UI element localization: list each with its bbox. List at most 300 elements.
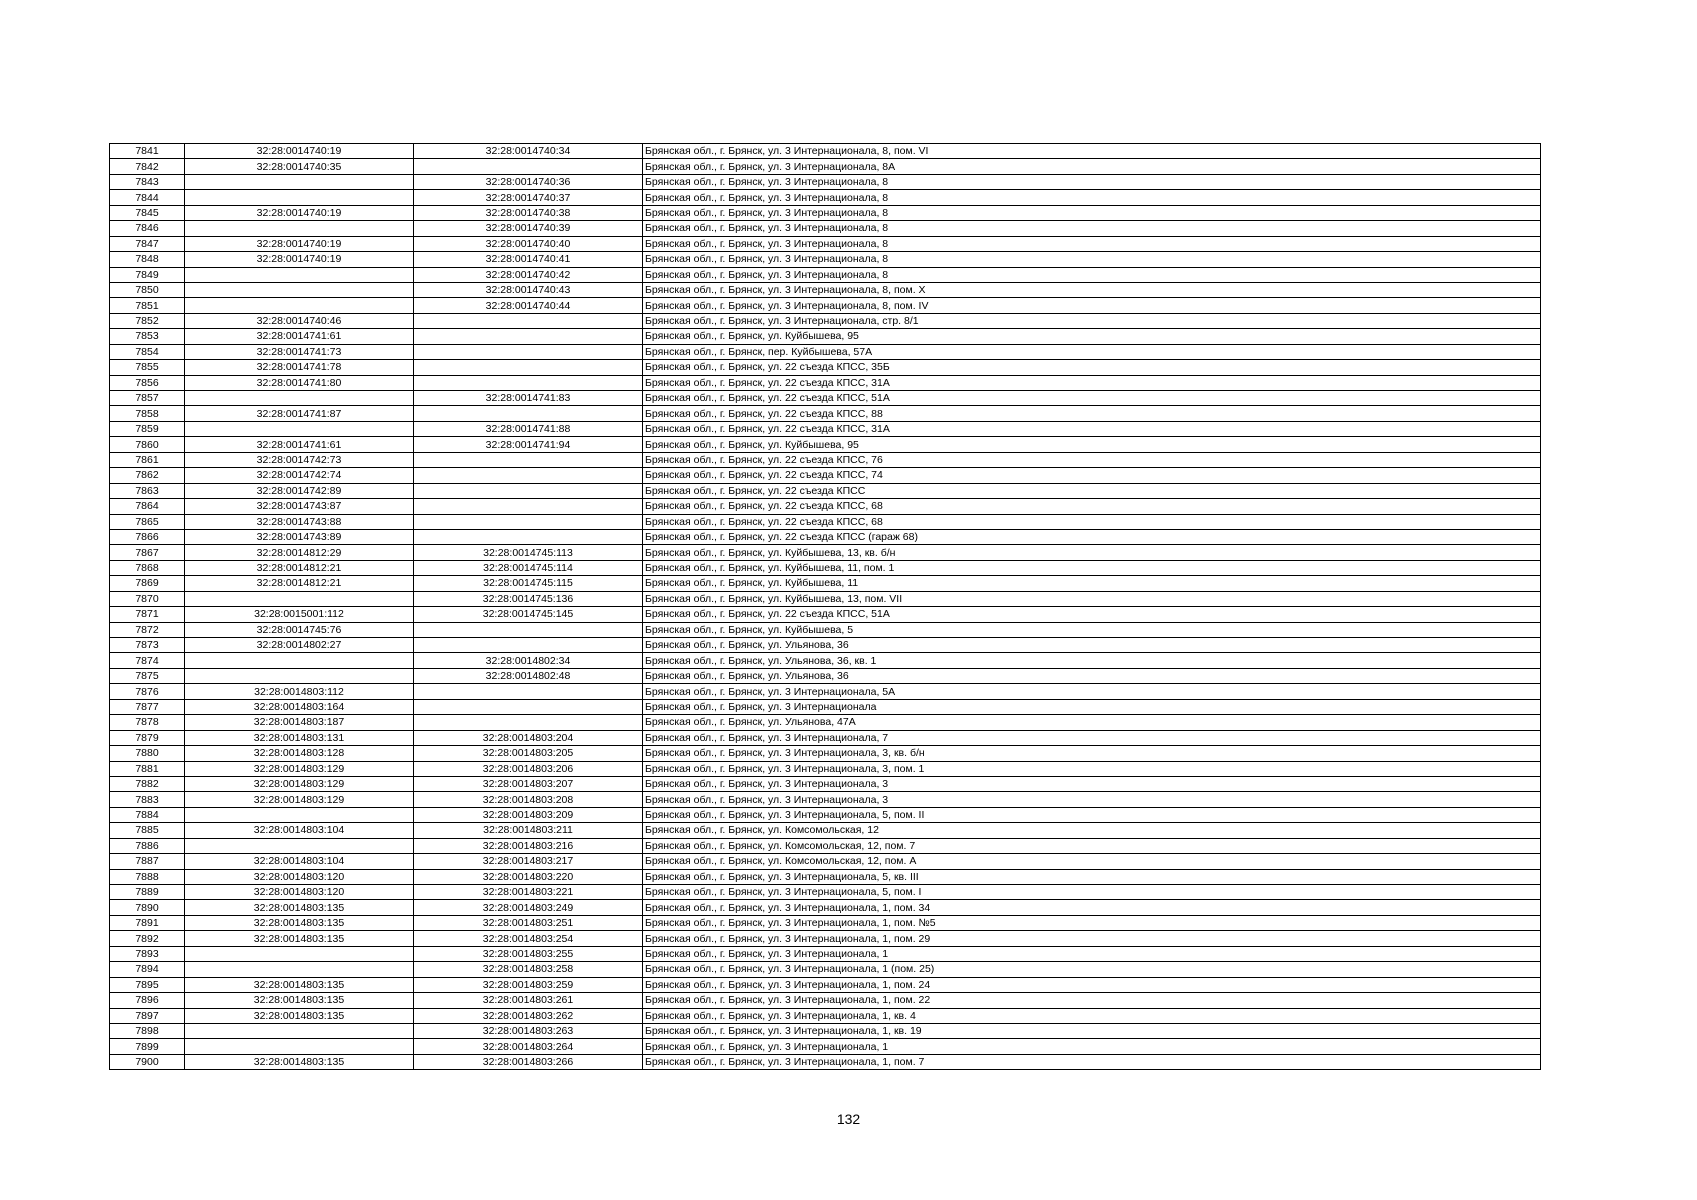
- table-row: [110, 144, 1541, 159]
- row-number-cell: 7868: [110, 560, 185, 575]
- cadastral-number-cell: 32:28:0014741:61: [185, 437, 414, 452]
- address-cell: Брянская обл., г. Брянск, ул. 3 Интернационала, 1, пом. 7: [643, 1054, 1541, 1069]
- cadastral-number-cell: [185, 807, 414, 822]
- row-number-cell: 7861: [110, 452, 185, 467]
- row-number-cell: 7859: [110, 421, 185, 436]
- cadastral-number-cell: 32:28:0014803:135: [185, 993, 414, 1008]
- row-number-cell: 7875: [110, 668, 185, 683]
- address-cell: Брянская обл., г. Брянск, ул. 3 Интернационала, 1, пом. 22: [643, 993, 1541, 1008]
- table-row: [110, 638, 1541, 653]
- table-row: [110, 962, 1541, 977]
- table-row: [110, 437, 1541, 452]
- cadastral-number-cell: 32:28:0014743:87: [185, 499, 414, 514]
- related-cadastral-number-cell: [414, 468, 643, 483]
- address-cell: Брянская обл., г. Брянск, ул. 3 Интернационала, 5, кв. III: [643, 869, 1541, 884]
- row-number-cell: 7843: [110, 174, 185, 189]
- table-row: [110, 159, 1541, 174]
- cadastral-number-cell: [185, 174, 414, 189]
- table-row: [110, 236, 1541, 251]
- cadastral-number-cell: 32:28:0014741:73: [185, 344, 414, 359]
- table-row: [110, 529, 1541, 544]
- page-number: 132: [836, 1111, 861, 1127]
- cadastral-number-cell: 32:28:0014740:46: [185, 313, 414, 328]
- table-row: [110, 499, 1541, 514]
- row-number-cell: 7891: [110, 915, 185, 930]
- row-number-cell: 7856: [110, 375, 185, 390]
- cadastral-number-cell: 32:28:0014741:61: [185, 329, 414, 344]
- related-cadastral-number-cell: [414, 638, 643, 653]
- related-cadastral-number-cell: 32:28:0014803:211: [414, 823, 643, 838]
- row-number-cell: 7863: [110, 483, 185, 498]
- address-cell: Брянская обл., г. Брянск, ул. 22 съезда КПСС, 88: [643, 406, 1541, 421]
- related-cadastral-number-cell: 32:28:0014803:249: [414, 900, 643, 915]
- related-cadastral-number-cell: 32:28:0014803:263: [414, 1023, 643, 1038]
- cadastral-number-cell: 32:28:0014803:112: [185, 684, 414, 699]
- row-number-cell: 7865: [110, 514, 185, 529]
- table-row: [110, 421, 1541, 436]
- row-number-cell: 7894: [110, 962, 185, 977]
- cadastral-number-cell: [185, 1039, 414, 1054]
- row-number-cell: 7888: [110, 869, 185, 884]
- address-cell: Брянская обл., г. Брянск, ул. 3 Интернационала, 3, кв. б/н: [643, 746, 1541, 761]
- row-number-cell: 7872: [110, 622, 185, 637]
- cadastral-number-cell: 32:28:0014812:21: [185, 560, 414, 575]
- address-cell: Брянская обл., г. Брянск, ул. Куйбышева, 95: [643, 329, 1541, 344]
- row-number-cell: 7890: [110, 900, 185, 915]
- address-cell: Брянская обл., г. Брянск, ул. 22 съезда КПСС, 31А: [643, 375, 1541, 390]
- table-row: [110, 900, 1541, 915]
- cadastral-number-cell: 32:28:0014802:27: [185, 638, 414, 653]
- related-cadastral-number-cell: 32:28:0014740:34: [414, 144, 643, 159]
- table-row: [110, 607, 1541, 622]
- row-number-cell: 7855: [110, 360, 185, 375]
- related-cadastral-number-cell: [414, 684, 643, 699]
- related-cadastral-number-cell: 32:28:0014803:258: [414, 962, 643, 977]
- table-row: [110, 746, 1541, 761]
- cadastral-number-cell: [185, 962, 414, 977]
- related-cadastral-number-cell: 32:28:0014803:204: [414, 730, 643, 745]
- related-cadastral-number-cell: [414, 529, 643, 544]
- registry-table-body: [110, 144, 1541, 1070]
- row-number-cell: 7864: [110, 499, 185, 514]
- cadastral-number-cell: 32:28:0014803:135: [185, 900, 414, 915]
- table-row: [110, 776, 1541, 791]
- row-number-cell: 7851: [110, 298, 185, 313]
- row-number-cell: 7887: [110, 854, 185, 869]
- cadastral-number-cell: [185, 282, 414, 297]
- table-row: [110, 684, 1541, 699]
- related-cadastral-number-cell: 32:28:0014740:43: [414, 282, 643, 297]
- row-number-cell: 7858: [110, 406, 185, 421]
- cadastral-number-cell: 32:28:0014741:80: [185, 375, 414, 390]
- cadastral-number-cell: 32:28:0014803:135: [185, 1054, 414, 1069]
- row-number-cell: 7898: [110, 1023, 185, 1038]
- address-cell: Брянская обл., г. Брянск, ул. Ульянова, 36: [643, 668, 1541, 683]
- row-number-cell: 7869: [110, 576, 185, 591]
- related-cadastral-number-cell: 32:28:0014740:38: [414, 205, 643, 220]
- related-cadastral-number-cell: 32:28:0014803:208: [414, 792, 643, 807]
- row-number-cell: 7866: [110, 529, 185, 544]
- related-cadastral-number-cell: 32:28:0014740:36: [414, 174, 643, 189]
- cadastral-number-cell: 32:28:0014803:104: [185, 823, 414, 838]
- related-cadastral-number-cell: 32:28:0014803:206: [414, 761, 643, 776]
- cadastral-number-cell: 32:28:0014745:76: [185, 622, 414, 637]
- related-cadastral-number-cell: 32:28:0014803:262: [414, 1008, 643, 1023]
- table-row: [110, 1023, 1541, 1038]
- cadastral-number-cell: 32:28:0014742:89: [185, 483, 414, 498]
- row-number-cell: 7846: [110, 221, 185, 236]
- cadastral-number-cell: [185, 1023, 414, 1038]
- table-row: [110, 668, 1541, 683]
- row-number-cell: 7849: [110, 267, 185, 282]
- address-cell: Брянская обл., г. Брянск, ул. 3 Интернационала, 5, пом. I: [643, 885, 1541, 900]
- row-number-cell: 7841: [110, 144, 185, 159]
- cadastral-number-cell: [185, 946, 414, 961]
- table-row: [110, 854, 1541, 869]
- row-number-cell: 7897: [110, 1008, 185, 1023]
- related-cadastral-number-cell: 32:28:0014740:40: [414, 236, 643, 251]
- address-cell: Брянская обл., г. Брянск, ул. 3 Интернационала, 1, пом. 29: [643, 931, 1541, 946]
- address-cell: Брянская обл., г. Брянск, ул. Куйбышева, 5: [643, 622, 1541, 637]
- cadastral-number-cell: 32:28:0014803:129: [185, 792, 414, 807]
- address-cell: Брянская обл., г. Брянск, ул. 22 съезда КПСС, 31А: [643, 421, 1541, 436]
- related-cadastral-number-cell: 32:28:0014803:217: [414, 854, 643, 869]
- related-cadastral-number-cell: 32:28:0014745:114: [414, 560, 643, 575]
- table-row: [110, 483, 1541, 498]
- address-cell: Брянская обл., г. Брянск, ул. 3 Интернационала, 8: [643, 221, 1541, 236]
- address-cell: Брянская обл., г. Брянск, ул. 3 Интернационала, 8: [643, 252, 1541, 267]
- related-cadastral-number-cell: [414, 483, 643, 498]
- row-number-cell: 7876: [110, 684, 185, 699]
- row-number-cell: 7899: [110, 1039, 185, 1054]
- row-number-cell: 7848: [110, 252, 185, 267]
- row-number-cell: 7860: [110, 437, 185, 452]
- address-cell: Брянская обл., г. Брянск, ул. 22 съезда КПСС (гараж 68): [643, 529, 1541, 544]
- address-cell: Брянская обл., г. Брянск, ул. 3 Интернационала, 3: [643, 776, 1541, 791]
- address-cell: Брянская обл., г. Брянск, ул. Куйбышева, 13, кв. б/н: [643, 545, 1541, 560]
- related-cadastral-number-cell: [414, 313, 643, 328]
- row-number-cell: 7892: [110, 931, 185, 946]
- table-row: [110, 452, 1541, 467]
- cadastral-number-cell: 32:28:0014803:187: [185, 715, 414, 730]
- table-row: [110, 545, 1541, 560]
- related-cadastral-number-cell: 32:28:0014803:209: [414, 807, 643, 822]
- table-row: [110, 329, 1541, 344]
- cadastral-number-cell: 32:28:0014803:135: [185, 1008, 414, 1023]
- address-cell: Брянская обл., г. Брянск, ул. 3 Интернационала, 1, пом. №5: [643, 915, 1541, 930]
- address-cell: Брянская обл., г. Брянск, ул. 3 Интернационала, 8, пом. X: [643, 282, 1541, 297]
- address-cell: Брянская обл., г. Брянск, пер. Куйбышева, 57А: [643, 344, 1541, 359]
- table-row: [110, 653, 1541, 668]
- table-row: [110, 360, 1541, 375]
- cadastral-number-cell: 32:28:0014742:74: [185, 468, 414, 483]
- table-row: [110, 591, 1541, 606]
- address-cell: Брянская обл., г. Брянск, ул. Комсомольская, 12, пом. А: [643, 854, 1541, 869]
- address-cell: Брянская обл., г. Брянск, ул. Комсомольская, 12: [643, 823, 1541, 838]
- table-row: [110, 406, 1541, 421]
- cadastral-number-cell: [185, 190, 414, 205]
- address-cell: Брянская обл., г. Брянск, ул. 22 съезда КПСС, 51А: [643, 607, 1541, 622]
- table-row: [110, 1054, 1541, 1069]
- cadastral-number-cell: [185, 391, 414, 406]
- cadastral-number-cell: 32:28:0014812:29: [185, 545, 414, 560]
- cadastral-number-cell: 32:28:0014740:19: [185, 205, 414, 220]
- table-row: [110, 313, 1541, 328]
- row-number-cell: 7854: [110, 344, 185, 359]
- related-cadastral-number-cell: 32:28:0014803:254: [414, 931, 643, 946]
- related-cadastral-number-cell: 32:28:0014803:216: [414, 838, 643, 853]
- address-cell: Брянская обл., г. Брянск, ул. 3 Интернационала, 1, пом. 34: [643, 900, 1541, 915]
- cadastral-number-cell: 32:28:0014743:88: [185, 514, 414, 529]
- table-row: [110, 792, 1541, 807]
- related-cadastral-number-cell: 32:28:0014740:42: [414, 267, 643, 282]
- address-cell: Брянская обл., г. Брянск, ул. 3 Интернационала, 8: [643, 174, 1541, 189]
- related-cadastral-number-cell: [414, 499, 643, 514]
- address-cell: Брянская обл., г. Брянск, ул. 3 Интернационала, 3: [643, 792, 1541, 807]
- related-cadastral-number-cell: 32:28:0014745:115: [414, 576, 643, 591]
- table-row: [110, 807, 1541, 822]
- table-row: [110, 885, 1541, 900]
- related-cadastral-number-cell: 32:28:0014802:48: [414, 668, 643, 683]
- address-cell: Брянская обл., г. Брянск, ул. Куйбышева, 11, пом. 1: [643, 560, 1541, 575]
- address-cell: Брянская обл., г. Брянск, ул. Ульянова, 47А: [643, 715, 1541, 730]
- related-cadastral-number-cell: 32:28:0014803:266: [414, 1054, 643, 1069]
- related-cadastral-number-cell: 32:28:0014803:251: [414, 915, 643, 930]
- row-number-cell: 7895: [110, 977, 185, 992]
- table-row: [110, 468, 1541, 483]
- address-cell: Брянская обл., г. Брянск, ул. 22 съезда КПСС, 74: [643, 468, 1541, 483]
- related-cadastral-number-cell: [414, 344, 643, 359]
- table-row: [110, 823, 1541, 838]
- related-cadastral-number-cell: [414, 329, 643, 344]
- cadastral-number-cell: [185, 298, 414, 313]
- row-number-cell: 7885: [110, 823, 185, 838]
- related-cadastral-number-cell: 32:28:0014741:94: [414, 437, 643, 452]
- related-cadastral-number-cell: [414, 159, 643, 174]
- row-number-cell: 7883: [110, 792, 185, 807]
- row-number-cell: 7873: [110, 638, 185, 653]
- row-number-cell: 7884: [110, 807, 185, 822]
- row-number-cell: 7886: [110, 838, 185, 853]
- table-row: [110, 282, 1541, 297]
- related-cadastral-number-cell: 32:28:0014740:39: [414, 221, 643, 236]
- cadastral-number-cell: [185, 838, 414, 853]
- table-row: [110, 838, 1541, 853]
- table-row: [110, 699, 1541, 714]
- related-cadastral-number-cell: 32:28:0014803:220: [414, 869, 643, 884]
- address-cell: Брянская обл., г. Брянск, ул. 3 Интернационала, 3, пом. 1: [643, 761, 1541, 776]
- row-number-cell: 7880: [110, 746, 185, 761]
- address-cell: Брянская обл., г. Брянск, ул. Комсомольская, 12, пом. 7: [643, 838, 1541, 853]
- cadastral-number-cell: [185, 221, 414, 236]
- cadastral-number-cell: [185, 668, 414, 683]
- address-cell: Брянская обл., г. Брянск, ул. 3 Интернационала, 1: [643, 946, 1541, 961]
- address-cell: Брянская обл., г. Брянск, ул. 3 Интернационала, 8: [643, 236, 1541, 251]
- address-cell: Брянская обл., г. Брянск, ул. 3 Интернационала, 1, кв. 4: [643, 1008, 1541, 1023]
- row-number-cell: 7852: [110, 313, 185, 328]
- cadastral-number-cell: 32:28:0014803:120: [185, 869, 414, 884]
- row-number-cell: 7857: [110, 391, 185, 406]
- cadastral-number-cell: 32:28:0014742:73: [185, 452, 414, 467]
- related-cadastral-number-cell: [414, 406, 643, 421]
- row-number-cell: 7881: [110, 761, 185, 776]
- table-row: [110, 993, 1541, 1008]
- table-row: [110, 1039, 1541, 1054]
- cadastral-number-cell: 32:28:0014741:78: [185, 360, 414, 375]
- table-row: [110, 267, 1541, 282]
- related-cadastral-number-cell: 32:28:0014803:255: [414, 946, 643, 961]
- table-row: [110, 190, 1541, 205]
- address-cell: Брянская обл., г. Брянск, ул. 3 Интернационала, 8: [643, 267, 1541, 282]
- cadastral-number-cell: [185, 267, 414, 282]
- address-cell: Брянская обл., г. Брянск, ул. Куйбышева, 95: [643, 437, 1541, 452]
- address-cell: Брянская обл., г. Брянск, ул. 22 съезда КПСС, 68: [643, 499, 1541, 514]
- address-cell: Брянская обл., г. Брянск, ул. 3 Интернационала, 8, пом. IV: [643, 298, 1541, 313]
- row-number-cell: 7893: [110, 946, 185, 961]
- cadastral-number-cell: [185, 421, 414, 436]
- related-cadastral-number-cell: [414, 715, 643, 730]
- address-cell: Брянская обл., г. Брянск, ул. Куйбышева, 11: [643, 576, 1541, 591]
- related-cadastral-number-cell: [414, 452, 643, 467]
- row-number-cell: 7871: [110, 607, 185, 622]
- cadastral-number-cell: 32:28:0014740:19: [185, 252, 414, 267]
- related-cadastral-number-cell: 32:28:0014803:264: [414, 1039, 643, 1054]
- address-cell: Брянская обл., г. Брянск, ул. Ульянова, 36: [643, 638, 1541, 653]
- address-cell: Брянская обл., г. Брянск, ул. 3 Интернационала, стр. 8/1: [643, 313, 1541, 328]
- row-number-cell: 7845: [110, 205, 185, 220]
- table-row: [110, 869, 1541, 884]
- row-number-cell: 7896: [110, 993, 185, 1008]
- cadastral-number-cell: 32:28:0014741:87: [185, 406, 414, 421]
- cadastral-number-cell: 32:28:0014803:128: [185, 746, 414, 761]
- row-number-cell: 7853: [110, 329, 185, 344]
- table-row: [110, 221, 1541, 236]
- address-cell: Брянская обл., г. Брянск, ул. 22 съезда КПСС, 76: [643, 452, 1541, 467]
- cadastral-number-cell: [185, 591, 414, 606]
- cadastral-number-cell: 32:28:0014803:120: [185, 885, 414, 900]
- table-row: [110, 174, 1541, 189]
- related-cadastral-number-cell: [414, 699, 643, 714]
- address-cell: Брянская обл., г. Брянск, ул. 22 съезда КПСС, 51А: [643, 391, 1541, 406]
- address-cell: Брянская обл., г. Брянск, ул. 3 Интернационала, 5, пом. II: [643, 807, 1541, 822]
- table-row: [110, 931, 1541, 946]
- cadastral-number-cell: 32:28:0014740:19: [185, 236, 414, 251]
- cadastral-number-cell: 32:28:0014803:164: [185, 699, 414, 714]
- table-row: [110, 761, 1541, 776]
- cadastral-number-cell: 32:28:0014743:89: [185, 529, 414, 544]
- address-cell: Брянская обл., г. Брянск, ул. 3 Интернационала, 1, пом. 24: [643, 977, 1541, 992]
- related-cadastral-number-cell: [414, 622, 643, 637]
- address-cell: Брянская обл., г. Брянск, ул. 3 Интернационала, 1, кв. 19: [643, 1023, 1541, 1038]
- row-number-cell: 7882: [110, 776, 185, 791]
- table-row: [110, 205, 1541, 220]
- cadastral-number-cell: [185, 653, 414, 668]
- related-cadastral-number-cell: 32:28:0014740:41: [414, 252, 643, 267]
- related-cadastral-number-cell: 32:28:0014745:136: [414, 591, 643, 606]
- address-cell: Брянская обл., г. Брянск, ул. 3 Интернационала, 1: [643, 1039, 1541, 1054]
- address-cell: Брянская обл., г. Брянск, ул. 22 съезда КПСС, 35Б: [643, 360, 1541, 375]
- table-row: [110, 298, 1541, 313]
- related-cadastral-number-cell: 32:28:0014741:83: [414, 391, 643, 406]
- registry-table: [109, 143, 1541, 1070]
- related-cadastral-number-cell: 32:28:0014803:205: [414, 746, 643, 761]
- row-number-cell: 7867: [110, 545, 185, 560]
- table-row: [110, 344, 1541, 359]
- table-row: [110, 560, 1541, 575]
- table-row: [110, 576, 1541, 591]
- row-number-cell: 7900: [110, 1054, 185, 1069]
- table-row: [110, 514, 1541, 529]
- cadastral-number-cell: 32:28:0014812:21: [185, 576, 414, 591]
- address-cell: Брянская обл., г. Брянск, ул. 3 Интернационала, 1 (пом. 25): [643, 962, 1541, 977]
- row-number-cell: 7844: [110, 190, 185, 205]
- row-number-cell: 7850: [110, 282, 185, 297]
- related-cadastral-number-cell: 32:28:0014740:44: [414, 298, 643, 313]
- cadastral-number-cell: 32:28:0014740:19: [185, 144, 414, 159]
- address-cell: Брянская обл., г. Брянск, ул. 3 Интернационала, 8, пом. VI: [643, 144, 1541, 159]
- table-row: [110, 730, 1541, 745]
- related-cadastral-number-cell: [414, 375, 643, 390]
- address-cell: Брянская обл., г. Брянск, ул. 3 Интернационала, 8: [643, 205, 1541, 220]
- cadastral-number-cell: 32:28:0014740:35: [185, 159, 414, 174]
- row-number-cell: 7847: [110, 236, 185, 251]
- cadastral-number-cell: 32:28:0015001:112: [185, 607, 414, 622]
- cadastral-number-cell: 32:28:0014803:135: [185, 977, 414, 992]
- address-cell: Брянская обл., г. Брянск, ул. 3 Интернационала, 8: [643, 190, 1541, 205]
- row-number-cell: 7870: [110, 591, 185, 606]
- table-row: [110, 375, 1541, 390]
- table-row: [110, 252, 1541, 267]
- row-number-cell: 7862: [110, 468, 185, 483]
- related-cadastral-number-cell: 32:28:0014803:207: [414, 776, 643, 791]
- cadastral-number-cell: 32:28:0014803:135: [185, 915, 414, 930]
- table-row: [110, 622, 1541, 637]
- table-row: [110, 977, 1541, 992]
- table-row: [110, 715, 1541, 730]
- cadastral-number-cell: 32:28:0014803:104: [185, 854, 414, 869]
- cadastral-number-cell: 32:28:0014803:131: [185, 730, 414, 745]
- address-cell: Брянская обл., г. Брянск, ул. 3 Интернационала, 5А: [643, 684, 1541, 699]
- address-cell: Брянская обл., г. Брянск, ул. 22 съезда КПСС: [643, 483, 1541, 498]
- table-row: [110, 946, 1541, 961]
- table-row: [110, 915, 1541, 930]
- related-cadastral-number-cell: 32:28:0014803:259: [414, 977, 643, 992]
- address-cell: Брянская обл., г. Брянск, ул. 3 Интернационала, 7: [643, 730, 1541, 745]
- cadastral-number-cell: 32:28:0014803:129: [185, 761, 414, 776]
- row-number-cell: 7842: [110, 159, 185, 174]
- address-cell: Брянская обл., г. Брянск, ул. Куйбышева, 13, пом. VII: [643, 591, 1541, 606]
- row-number-cell: 7889: [110, 885, 185, 900]
- table-row: [110, 391, 1541, 406]
- address-cell: Брянская обл., г. Брянск, ул. Ульянова, 36, кв. 1: [643, 653, 1541, 668]
- related-cadastral-number-cell: 32:28:0014740:37: [414, 190, 643, 205]
- related-cadastral-number-cell: 32:28:0014803:221: [414, 885, 643, 900]
- related-cadastral-number-cell: 32:28:0014745:145: [414, 607, 643, 622]
- address-cell: Брянская обл., г. Брянск, ул. 22 съезда КПСС, 68: [643, 514, 1541, 529]
- row-number-cell: 7879: [110, 730, 185, 745]
- table-row: [110, 1008, 1541, 1023]
- related-cadastral-number-cell: [414, 360, 643, 375]
- related-cadastral-number-cell: 32:28:0014745:113: [414, 545, 643, 560]
- cadastral-number-cell: 32:28:0014803:129: [185, 776, 414, 791]
- row-number-cell: 7877: [110, 699, 185, 714]
- row-number-cell: 7874: [110, 653, 185, 668]
- row-number-cell: 7878: [110, 715, 185, 730]
- related-cadastral-number-cell: [414, 514, 643, 529]
- address-cell: Брянская обл., г. Брянск, ул. 3 Интернационала: [643, 699, 1541, 714]
- address-cell: Брянская обл., г. Брянск, ул. 3 Интернационала, 8А: [643, 159, 1541, 174]
- related-cadastral-number-cell: 32:28:0014803:261: [414, 993, 643, 1008]
